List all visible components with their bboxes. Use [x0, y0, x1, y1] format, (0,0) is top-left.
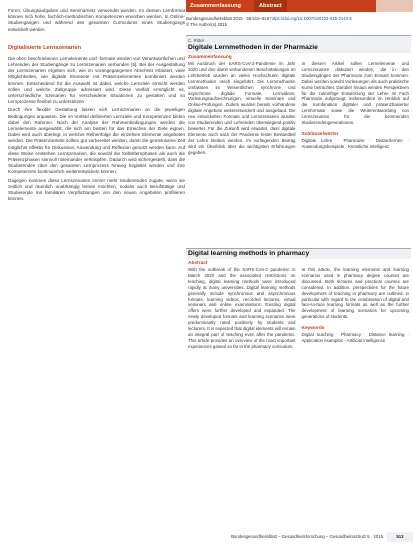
german-abstract-col1: [188, 61, 296, 156]
english-abstract-col2: [302, 267, 410, 350]
german-abstract-text: Mit Ausbruch der SARS-CoV-2-Pandemie im Jahr 2020 und den damit verbundenen Beschränkungen im Lehrbetrieb wurden an vielen Hochschulen digitale Lernmethoden rasch eingeführt. Die Lernmethoden umfassten im Wesentlichen synchrone und asynchrone digitale Formate, Lernvideos, Vorlesungsaufzeichnungen, virtuelle Seminare und Online-Prüfungen. Zudem wurden bereits vorhandene digitale Angebote weiterentwickelt und ausgebaut. Die neu entwickelten Formate und Lernszenarien wurden von Studierenden und Lehrenden überwiegend positiv bewertet. Für die Zukunft wird erwartet, dass digitale Elemente auch nach der Pandemie fester Bestandteil der Lehre bleiben werden. Im vorliegenden Beitrag wird ein Überblick über die wichtigsten Erfahrungen gegeben.: [188, 61, 296, 155]
abstract-label: Abstract: [188, 261, 208, 266]
page-number: 513: [387, 532, 413, 542]
doi-link[interactable]: https://doi.org/10.1007/s00103-015-2143-5: [270, 16, 352, 21]
english-abstract-text: With the outbreak of the SARS-CoV-2 pandemic in March 2020 and the associated restrictions on teaching, digital learning methods were introduced rapidly at many universities. Digital learning methods generally include synchronous and asynchronous formats, learning videos, recorded lectures, virtual seminars and online examinations. Existing digital offers were further developed and expanded. The newly developed formats and learning scenarios were predominantly rated positively by students and lecturers. It is expected that digital elements will remain an integral part of teaching even after the pandemic. This article provides an overview of the most important experiences gained so far in the pharmacy curriculum.: [188, 267, 296, 349]
zusammenfassung-label: Zusammenfassung: [188, 55, 232, 60]
english-abstract-section: [186, 248, 411, 350]
citation: Bundesgesundheitsblatt 2015 · 58:515–518: [186, 16, 270, 21]
tab-abstract: Abstract: [254, 0, 287, 12]
keywords-label-en: Keywords: [301, 326, 325, 332]
german-title: Digitale Lernmethoden in der Pharmazie: [188, 44, 318, 51]
german-abstract-section: [186, 35, 411, 156]
left-text-column: [8, 8, 185, 204]
german-abstract-header: [186, 36, 411, 53]
body-paragraph: Durch ihre flexible Gestaltung lassen sich Lernszenarien an die jeweiligen Bedingungen anpassen. Die im Vorfeld definierten Lernziele und Kompetenzen bilden dabei den Rahmen. Nach der Analyse der Rahmenbedingungen werden die Lernelemente ausgewählt, die sich am besten für das Erreichen der Ziele eignen. Dabei wird auch überlegt, in welcher Reihenfolge die einzelnen Elemente angeboten werden. Die Präsenzanteile sollten gut vorbereitet werden, damit die gemeinsame Zeit möglichst effektiv für Diskussion, Anwendung und Reflexion genutzt werden kann. Auf diese Weise entstehen Lernszenarien, die sowohl die Selbstlernphasen als auch die Präsenzphasen sinnvoll miteinander verknüpfen. Dadurch wird sichergestellt, dass die Studierenden über den gesamten Lernprozess hinweg begleitet werden und ihre Kompetenzen kontinuierlich weiterentwickeln können.: [8, 107, 185, 175]
tab-bar-accent: [376, 0, 413, 12]
author: C. Ritter: [188, 38, 205, 43]
body-paragraph: Die oben beschriebenen Lernelemente und -formate werden von Verantwortlichen und Lehrenden der Studiengänge zu Lernszenarien verbunden [5]. Bei der Ausgestaltung der Lernszenarien ergeben sich, wie im vorangegangenen Abschnitt erläutert, viele Möglichkeiten, wie digitale Elemente mit Präsenzelementen kombiniert werden können. Entscheidend für die Auswahl ist dabei, welche Lernziele erreicht werden sollen und welche Zielgruppe adressiert wird. Diese Vielfalt ermöglicht es, unterschiedliche Szenarien für verschiedene Situationen zu gestalten und so Lernprozesse flexibel zu unterstützen.: [8, 55, 185, 105]
keywords-en: Digital teaching · Pharmacy · Distance learning · Application examples · Artificial intelligence: [301, 332, 409, 343]
tab-zusammenfassung: Zusammenfassung: [190, 3, 241, 9]
german-abstract-text-2: In diesem Artikel sollen Lernelemente und Lernszenarien diskutiert werden, die in den Studiengängen der Pharmazie zum Einsatz kommen. Dabei werden sowohl Vorlesungen als auch praktische Kurse betrachtet. Darüber hinaus werden Perspektiven für die zukünftige Entwicklung der Lehre im Fach Pharmazie aufgezeigt, insbesondere im Hinblick auf die Kombination digitaler und präsenzbasierter Lernformate sowie die Weiterentwicklung von Lernszenarien für die kommenden Studierendengenerationen.: [301, 61, 409, 126]
body-paragraph: Dagegen kommen diese Lernszenarien immer mehr Studierenden zugute, wenn sie zeitlich und räumlich unabhängig lernen möchten, sodass auch Berufstätige und Studierende mit familiären Verpflichtungen von den neuen Angeboten profitieren können.: [8, 177, 185, 202]
article-meta: [186, 16, 411, 28]
german-abstract-col2: [302, 61, 410, 156]
english-abstract-col1: [188, 267, 296, 350]
keywords-label-de: Schlüsselwörter: [301, 131, 339, 137]
intro-paragraph: Foren, Übungsaufgaben und Seminarnetz verwendet werden. Im dessen Lernformat können sich hohe, fachlich-methodischen Kompetenzen erworben werden. In Online-Studiengängen und während des gesamten Curriculums eines Studiengangs entwickelt werden.: [8, 8, 185, 32]
copyright: © The Author(s) 2015: [186, 22, 228, 27]
english-title: Digital learning methods in pharmacy: [188, 250, 310, 257]
section-heading: Digitalisierte Lernszenarien: [8, 44, 82, 51]
english-abstract-header: [186, 249, 411, 259]
journal-footer-text: Bundesgesundheitsblatt – Gesundheitsforschung – Gesundheitsschutz 5 · 2015: [231, 534, 383, 539]
page-footer: [186, 532, 413, 542]
english-abstract-text-2: In this article, the learning elements and learning scenarios used in pharmacy degree courses are discussed. Both lectures and practical courses are considered. In addition, perspectives for the future development of teaching in pharmacy are outlined, in particular with regard to the combination of digital and face-to-face learning formats as well as the further development of learning scenarios for upcoming generations of students.: [301, 267, 409, 320]
keywords-de: Digitale Lehre · Pharmazie · Distanzlernen · Anwendungsbeispiele · Künstliche Intelligenz: [301, 137, 409, 149]
abstract-tab-bar: [186, 0, 376, 12]
